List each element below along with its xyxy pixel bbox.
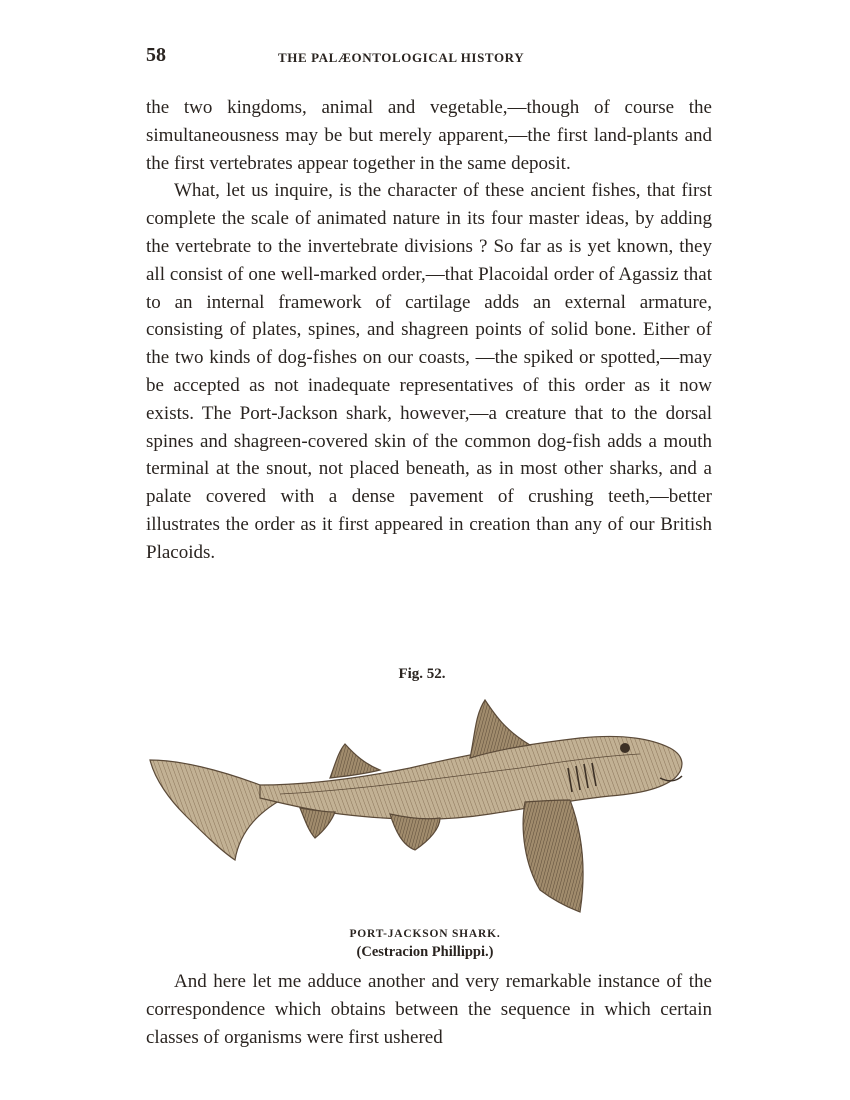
- page-header: [146, 44, 712, 74]
- page-number: 58: [146, 44, 166, 66]
- shark-anal-fin: [300, 808, 335, 838]
- shark-tail-fin: [150, 760, 290, 860]
- figure-number-text: Fig. 52.: [398, 666, 446, 682]
- figure-number: [0, 666, 850, 683]
- shark-dorsal-fin-second: [330, 744, 380, 778]
- body-text-bottom: [146, 968, 712, 1051]
- shark-eye: [620, 743, 630, 753]
- paragraph-placoid-fishes: What, let us inquire, is the character of these ancient fishes, that first complete the scale of animated nature in its four master ideas, by adding the vertebrate to the invertebrate divisions ? So far as is yet known, they all consist of one well-marked order,—that Placoidal order of Agassiz that to an internal framework of cartilage adds an external armature, consisting of plates, spines, and shagreen points of solid bone. Either of the two kinds of dog-fishes on our coasts, —the spiked or spotted,—may be accepted as not inadequate representatives of this order as it now exists. The Port-Jackson shark, however,—a creature that to the dorsal spines and shagreen-covered skin of the common dog-fish adds a mouth terminal at the snout, not placed beneath, as in most other sharks, and a palate covered with a dense pavement of crushing teeth,—better illustrates the order as it first appeared in creation than any of our British Placoids.: [146, 180, 712, 563]
- shark-pelvic-fin: [390, 814, 440, 850]
- body-text-top: [146, 94, 712, 567]
- shark-pectoral-fin: [523, 800, 583, 912]
- paragraph-correspondence: And here let me adduce another and very remarkable instance of the correspondence which obtains between the sequence in which certain classes of organisms were first ushered: [146, 971, 712, 1048]
- figure-caption-title: PORT-JACKSON SHARK.: [349, 928, 501, 940]
- figure-caption-subtitle: (Cestracion Phillippi.): [356, 944, 494, 960]
- port-jackson-shark-illustration: [140, 690, 700, 920]
- running-head: THE PALÆONTOLOGICAL HISTORY: [278, 50, 525, 65]
- paragraph-continuation: the two kingdoms, animal and vegetable,—though of course the simultaneousness may be but merely apparent,—the first land-plants and the first vertebrates appear together in the same deposit.: [146, 97, 712, 174]
- shark-body: [260, 736, 682, 819]
